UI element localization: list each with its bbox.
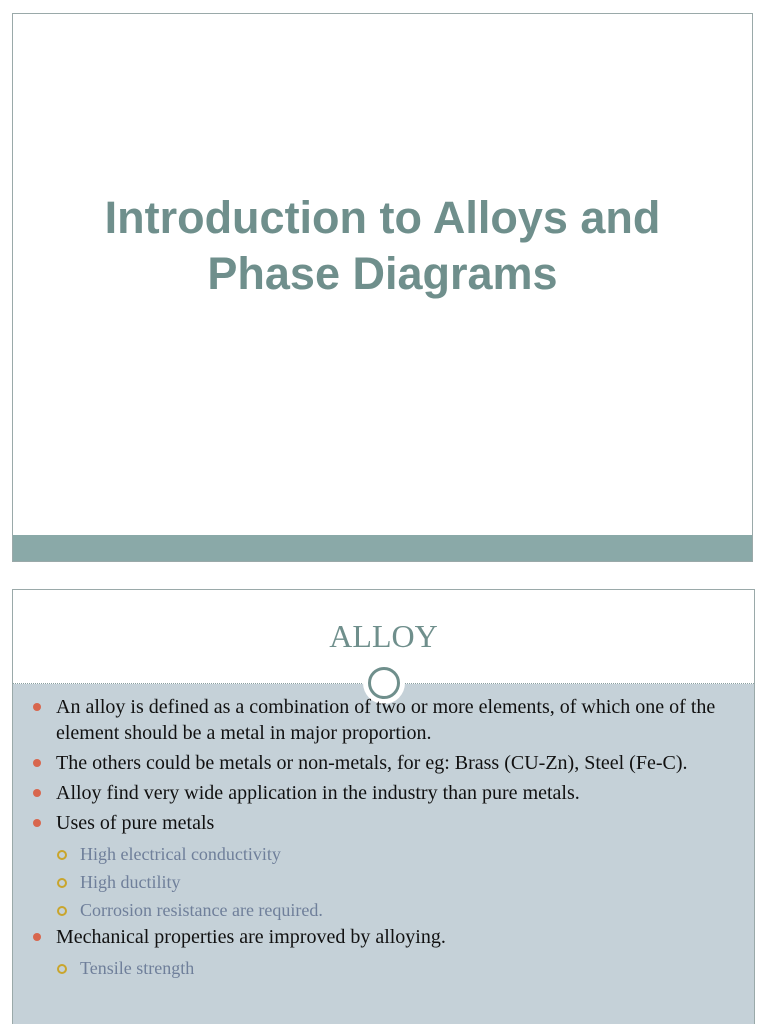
sub-list-item [13, 868, 754, 896]
list-item [13, 924, 754, 950]
sub-list-item-text: High electrical conductivity [80, 844, 281, 864]
bullet-dot-icon [33, 933, 41, 941]
slide-title: ALLOY [329, 618, 438, 654]
list-item [13, 694, 754, 746]
bullet-dot-icon [33, 819, 41, 827]
list-item-text: Alloy find very wide application in the industry than pure metals. [56, 782, 580, 804]
list-item-text: Uses of pure metals [56, 812, 215, 834]
title-slide [12, 13, 753, 562]
title-line-1: Introduction to Alloys and [104, 192, 661, 243]
sub-list-item [13, 896, 754, 924]
list-item [13, 780, 754, 806]
sub-list-item [13, 840, 754, 868]
sub-bullet-ring-icon [57, 850, 67, 860]
bullet-dot-icon [33, 703, 41, 711]
sub-list-item-text: Tensile strength [80, 958, 195, 978]
title-slide-footer-band [13, 535, 752, 561]
list-item [13, 810, 754, 836]
sub-bullet-ring-icon [57, 906, 67, 916]
list-item-text: An alloy is defined as a combination of two or more elements, of which one of the element should be a metal in major proportion. [56, 696, 716, 744]
bullet-list [13, 694, 754, 982]
sub-list-item-text: Corrosion resistance are required. [80, 900, 323, 920]
sub-bullet-ring-icon [57, 964, 67, 974]
alloy-slide [12, 589, 755, 1024]
bullet-dot-icon [33, 759, 41, 767]
list-item [13, 750, 754, 776]
sub-list-item [13, 954, 754, 982]
list-item-text: Mechanical properties are improved by alloying. [56, 926, 446, 948]
presentation-title [13, 190, 752, 302]
list-item-text: The others could be metals or non-metals, for eg: Brass (CU-Zn), Steel (Fe-C). [56, 752, 688, 774]
bullet-dot-icon [33, 789, 41, 797]
sub-bullet-ring-icon [57, 878, 67, 888]
sub-list-item-text: High ductility [80, 872, 181, 892]
title-line-2: Phase Diagrams [207, 248, 558, 299]
